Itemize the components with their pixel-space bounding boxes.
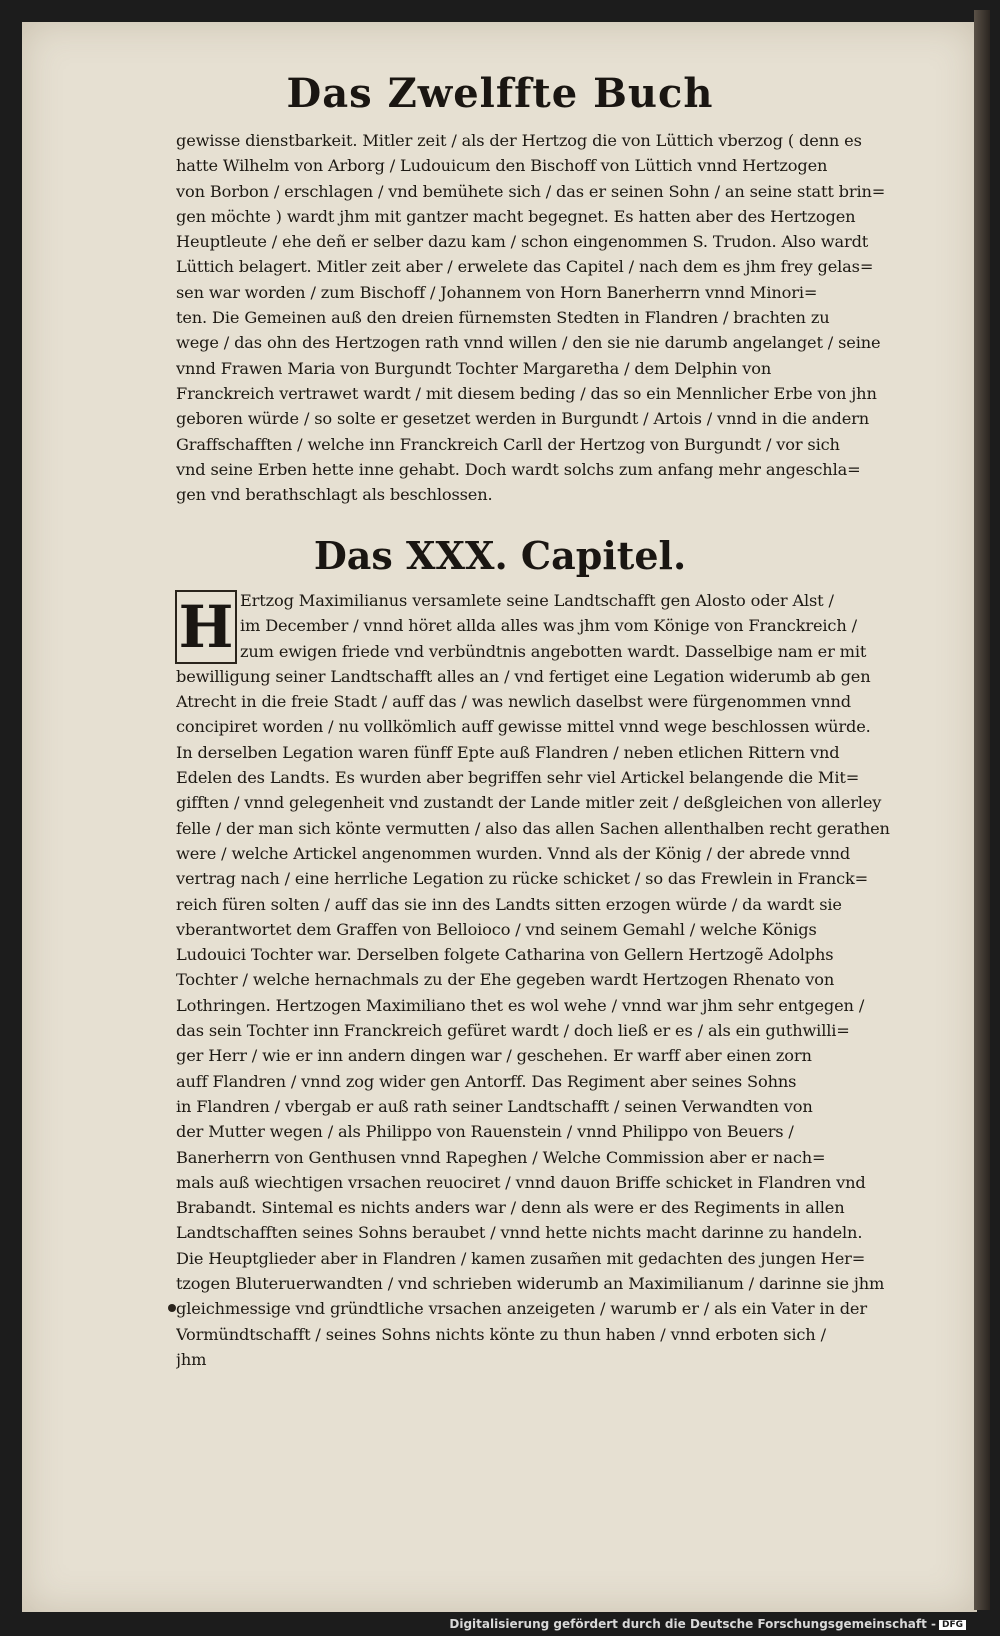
text-line: von Borbon / erschlagen / vnd bemühete sich / das er seinen Sohn / an seine statt brin= <box>176 181 886 201</box>
text-line: vnd seine Erben hette inne gehabt. Doch wardt solchs zum anfang mehr angeschla= <box>176 459 861 479</box>
footer-text: Digitalisierung gefördert durch die Deutsche Forschungsgemeinschaft - <box>449 1617 936 1631</box>
text-line: jhm <box>176 1349 207 1369</box>
dfg-logo: DFG <box>939 1620 966 1630</box>
digitization-footer <box>449 1617 966 1631</box>
intro-paragraph <box>176 128 946 507</box>
text-line: Graffschafften / welche inn Franckreich Carll der Hertzog von Burgundt / vor sich <box>176 434 840 454</box>
text-line: Franckreich vertrawet wardt / mit diesem beding / das so ein Mennlicher Erbe von jhn <box>176 383 877 403</box>
text-line: In derselben Legation waren fünff Epte auß Flandren / neben etlichen Rittern vnd <box>176 742 840 762</box>
text-line: ger Herr / wie er inn andern dingen war / geschehen. Er warff aber einen zorn <box>176 1046 812 1066</box>
text-line: der Mutter wegen / als Philippo von Rauenstein / vnnd Philippo von Beuers / <box>176 1122 794 1142</box>
text-line: Die Heuptglieder aber in Flandren / kamen zusam̃en mit gedachten des jungen Her= <box>176 1248 866 1268</box>
text-line: sen war worden / zum Bischoff / Johannem von Horn Banerherrn vnnd Minori= <box>176 282 818 302</box>
page-edge <box>974 10 990 1610</box>
text-line: vnnd Frawen Maria von Burgundt Tochter Margaretha / dem Delphin von <box>176 358 772 378</box>
text-line: Tochter / welche hernachmals zu der Ehe gegeben wardt Hertzogen Rhenato von <box>176 970 835 990</box>
text-line: were / welche Artickel angenommen wurden. Vnnd als der König / der abrede vnnd <box>176 843 851 863</box>
text-line: hatte Wilhelm von Arborg / Ludouicum den Bischoff von Lüttich vnnd Hertzogen <box>176 156 828 176</box>
text-line: in Flandren / vbergab er auß rath seiner Landtschafft / seinen Verwandten von <box>176 1096 813 1116</box>
text-line: zum ewigen friede vnd verbündtnis angebotten wardt. Dasselbige nam er mit <box>240 641 867 661</box>
text-line: gifften / vnnd gelegenheit vnd zustandt der Lande mitler zeit / deßgleichen von allerley <box>176 793 882 813</box>
text-line: Lüttich belagert. Mitler zeit aber / erwelete das Capitel / nach dem es jhm frey gelas= <box>176 257 874 277</box>
text-line: bewilligung seiner Landtschafft alles an / vnd fertiget eine Legation widerumb ab gen <box>176 666 871 686</box>
text-line: wege / das ohn des Hertzogen rath vnnd willen / den sie nie darumb angelanget / seine <box>176 333 881 353</box>
text-line: mals auß wiechtigen vrsachen reuociret / vnnd dauon Briffe schicket in Flandren vnd <box>176 1172 866 1192</box>
text-line: Brabandt. Sintemal es nichts anders war / denn als were er des Regiments in allen <box>176 1198 845 1218</box>
running-head: Das Zwelffte Buch <box>286 70 714 117</box>
text-line: felle / der man sich könte vermutten / also das allen Sachen allenthalben recht gerathen <box>176 818 890 838</box>
text-line: Vormündtschafft / seines Sohns nichts könte zu thun haben / vnnd erboten sich / <box>176 1324 826 1344</box>
text-line: gen möchte ) wardt jhm mit gantzer macht begegnet. Es hatten aber des Hertzogen <box>176 206 856 226</box>
text-line: das sein Tochter inn Franckreich gefüret wardt / doch ließ er es / als ein guthwilli= <box>176 1021 850 1041</box>
text-line: Heuptleute / ehe deñ er selber dazu kam / schon eingenommen S. Trudon. Also wardt <box>176 232 869 252</box>
text-line: auff Flandren / vnnd zog wider gen Antorff. Das Regiment aber seines Sohns <box>176 1071 797 1091</box>
text-line: gewisse dienstbarkeit. Mitler zeit / als der Hertzog die von Lüttich vberzog ( denn es <box>176 131 862 150</box>
text-line: Banerherrn von Genthusen vnnd Rapeghen / Welche Commission aber er nach= <box>176 1147 826 1167</box>
dropcap-initial: H <box>175 590 237 664</box>
text-line: geboren würde / so solte er gesetzet werden in Burgundt / Artois / vnnd in die andern <box>176 409 870 429</box>
text-line: vberantwortet dem Graffen von Belloioco / vnd seinem Gemahl / welche Königs <box>176 919 817 939</box>
text-line: Edelen des Landts. Es wurden aber begriffen sehr viel Artickel belangende die Mit= <box>176 768 860 788</box>
text-line: Atrecht in die freie Stadt / auff das / was newlich daselbst were fürgenommen vnnd <box>176 692 852 712</box>
text-line: tzogen Bluteruerwandten / vnd schrieben widerumb an Maximilianum / darinne sie jhm <box>176 1274 885 1294</box>
text-line: gleichmessige vnd gründtliche vrsachen anzeigeten / warumb er / als ein Vater in der <box>176 1299 867 1319</box>
text-line: ten. Die Gemeinen auß den dreien fürnemsten Stedten in Flandren / brachten zu <box>176 308 830 328</box>
text-line: im December / vnnd höret allda alles was jhm vom Könige von Franckreich / <box>240 616 857 636</box>
text-line: Ertzog Maximilianus versamlete seine Landtschafft gen Alosto oder Alst / <box>240 591 834 610</box>
text-line: vertrag nach / eine herrliche Legation zu rücke schicket / so das Frewlein in Franck= <box>176 869 869 889</box>
margin-marker <box>168 1304 176 1312</box>
text-line: Lothringen. Hertzogen Maximiliano thet es wol wehe / vnnd war jhm sehr entgegen / <box>176 995 865 1015</box>
text-line: reich füren solten / auff das sie inn des Landts sitten erzogen würde / da wardt sie <box>176 894 842 914</box>
text-line: gen vnd berathschlagt als beschlossen. <box>176 485 493 505</box>
text-line: Ludouici Tochter war. Derselben folgete Catharina von Gellern Hertzogẽ Adolphs <box>176 945 834 965</box>
text-line: concipiret worden / nu vollkömlich auff gewisse mittel vnnd wege beschlossen würde. <box>176 717 871 737</box>
text-line: Landtschafften seines Sohns beraubet / vnnd hette nichts macht darinne zu handeln. <box>176 1223 863 1243</box>
chapter-body <box>176 588 946 1372</box>
chapter-title: Das XXX. Capitel. <box>313 533 687 578</box>
